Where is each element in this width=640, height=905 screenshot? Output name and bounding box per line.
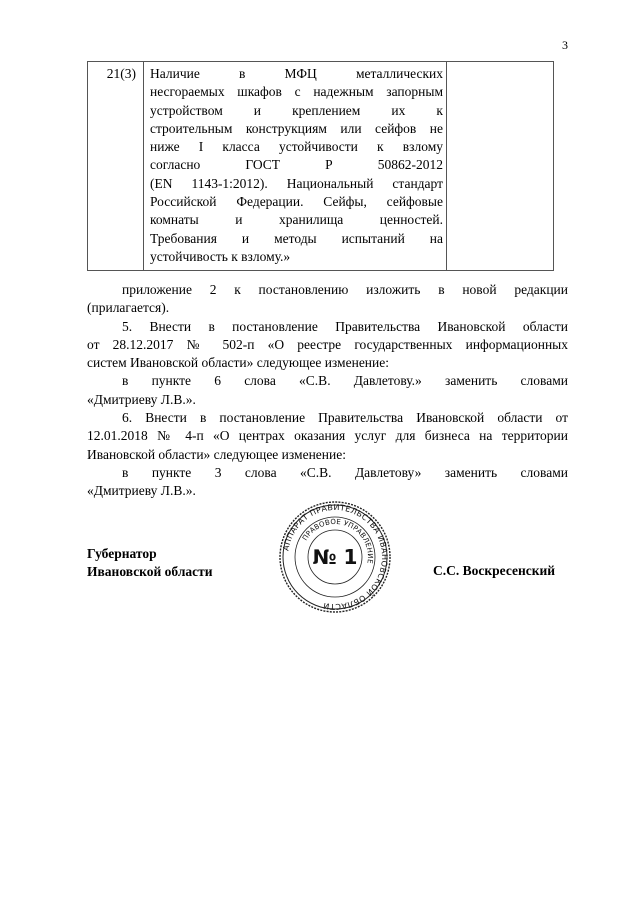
paragraph-line: в пункте 6 слова «С.В. Давлетову.» заменить словами — [122, 373, 568, 389]
paragraph-line: 5. Внести в постановление Правительства Ивановской области — [122, 318, 568, 334]
paragraph-line: систем Ивановской области» следующее изменение: — [87, 355, 390, 371]
official-seal — [278, 500, 392, 614]
seal-inner-text: ПРАВОВОЕ УПРАВЛЕНИЕ — [300, 517, 375, 565]
row-text-line: Российской Федерации. Сейфы, сейфовые — [150, 194, 443, 210]
position-line: Губернатор — [87, 546, 157, 561]
row-text-line: Требования и методы испытаний на — [150, 230, 443, 246]
paragraph-line: в пункте 3 слова «С.В. Давлетову» заменить словами — [122, 464, 568, 480]
paragraph-line: приложение 2 к постановлению изложить в новой редакции — [122, 282, 568, 297]
body-text — [87, 281, 568, 501]
paragraph-line: (прилагается). — [87, 300, 170, 316]
seal-outer-text: АППАРАТ ПРАВИТЕЛЬСТВА ИВАНОВСКОЙ ОБЛАСТИ — [281, 502, 390, 612]
row-text-line: ниже I класса устойчивости к взлому — [150, 139, 443, 155]
signatory-position — [87, 545, 213, 581]
row-text-line: устройством и креплением их к — [150, 102, 443, 118]
paragraph-line: 12.01.2018 № 4-п «О центрах оказания услуг для бизнеса на территории — [87, 428, 568, 444]
row-text-line: комнаты и хранилища ценностей. — [150, 212, 443, 228]
paragraph-line: «Дмитриеву Л.В.». — [87, 483, 196, 499]
paragraph-line: Ивановской области» следующее изменение: — [87, 446, 346, 462]
row-text-line: (EN 1143-1:2012). Национальный стандарт — [150, 175, 443, 191]
paragraph-line: от 28.12.2017 № 502-п «О реестре государственных информационных — [87, 336, 568, 352]
requirements-table — [87, 61, 554, 271]
row-text-line: строительным конструкциям или сейфов не — [150, 120, 443, 136]
row-empty-cell — [447, 62, 554, 271]
row-text-line: Наличие в МФЦ металлических — [150, 66, 443, 81]
paragraph-line: «Дмитриеву Л.В.». — [87, 391, 196, 407]
paragraph-line: 6. Внести в постановление Правительства Ивановской области от — [122, 410, 568, 426]
position-line: Ивановской области — [87, 564, 213, 579]
row-text-line: несгораемых шкафов с надежным запорным — [150, 84, 443, 100]
row-text-line: устойчивость к взлому.» — [150, 248, 291, 264]
page-number: 3 — [562, 38, 568, 52]
row-text-line: согласно ГОСТ Р 50862-2012 — [150, 157, 443, 173]
seal-number: № 1 — [312, 545, 358, 569]
table-row — [88, 62, 554, 271]
row-text — [144, 62, 447, 271]
signatory-name: С.С. Воскресенский — [433, 563, 556, 578]
row-number: 21(3) — [88, 62, 144, 271]
